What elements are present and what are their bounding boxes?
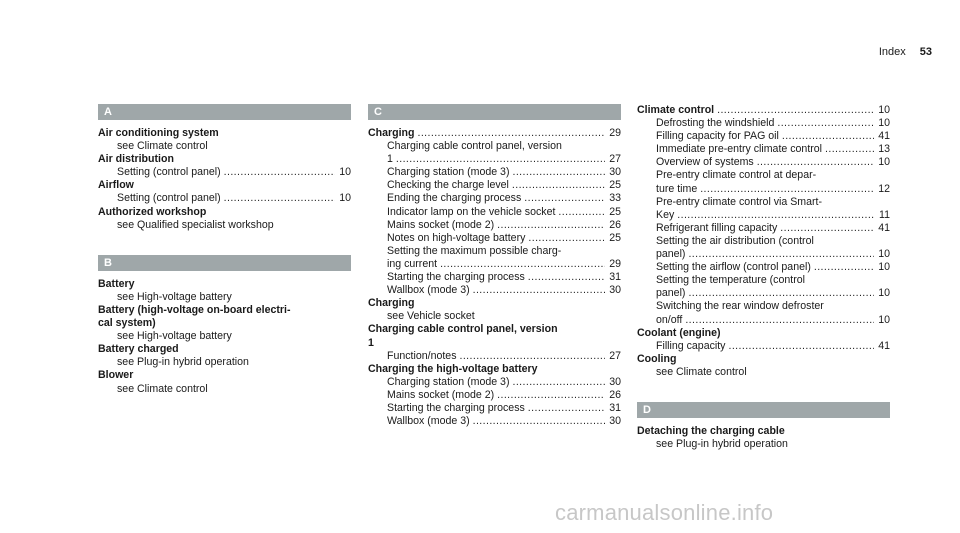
index-column-2 — [368, 104, 621, 428]
index-subentry: Filling capacity for PAG oil ..... 41 — [637, 130, 890, 143]
index-subentry: Setting the air distribution (control — [656, 234, 814, 247]
index-subentry: Pre-entry climate control at depar- — [656, 169, 817, 182]
letter-bar-b: B — [98, 255, 351, 271]
page-number: 53 — [919, 46, 932, 58]
index-entry: Charging the high-voltage battery — [368, 362, 538, 375]
index-subentry: Setting (control panel) ..... 10 — [98, 166, 351, 179]
index-entry: Cooling — [637, 352, 677, 365]
index-subentry: see Plug-in hybrid operation — [656, 438, 788, 451]
index-subentry: see Vehicle socket — [387, 310, 475, 323]
index-subentry: Immediate pre-entry climate control ..... 13 — [637, 143, 890, 156]
index-entry: Climate control ..... 10 — [637, 104, 890, 117]
index-subentry-cont: panel) ..... 10 — [637, 248, 890, 261]
index-subentry: Setting (control panel) ..... 10 — [98, 192, 351, 205]
index-subentry: see Qualified specialist workshop — [117, 218, 274, 231]
index-subentry: Setting the airflow (control panel) ..... 10 — [637, 261, 890, 274]
index-entry: Charging — [368, 297, 415, 310]
index-subentry: Starting the charging process ..... 31 — [368, 402, 621, 415]
index-entry: Coolant (engine) — [637, 326, 721, 339]
index-entry: Charging cable control panel, version — [368, 323, 558, 336]
index-subentry: Notes on high-voltage battery ..... 25 — [368, 232, 621, 245]
index-entry: Battery — [98, 277, 135, 290]
index-subentry: Ending the charging process ..... 33 — [368, 192, 621, 205]
index-subentry: Switching the rear window defroster — [656, 300, 824, 313]
index-subentry: Function/notes ..... 27 — [368, 350, 621, 363]
index-entry-cont: 1 — [368, 336, 374, 349]
index-subentry: see Plug-in hybrid operation — [117, 356, 249, 369]
index-subentry: Charging station (mode 3) ..... 30 — [368, 376, 621, 389]
index-subentry: Mains socket (mode 2) ..... 26 — [368, 389, 621, 402]
index-subentry: Refrigerant filling capacity ..... 41 — [637, 222, 890, 235]
index-column-3 — [637, 104, 890, 451]
index-subentry: see Climate control — [117, 382, 208, 395]
index-subentry-cont: ture time ..... 12 — [637, 183, 890, 196]
index-entry: Blower — [98, 369, 134, 382]
index-subentry-cont: on/off ..... 10 — [637, 314, 890, 327]
index-subentry: see High-voltage battery — [117, 330, 232, 343]
index-column-1 — [98, 104, 351, 396]
index-entry: Authorized workshop — [98, 205, 207, 218]
index-subentry: Setting the maximum possible charg- — [387, 244, 562, 257]
index-subentry: Indicator lamp on the vehicle socket ..... 25 — [368, 206, 621, 219]
index-subentry: Setting the temperature (control — [656, 274, 805, 287]
watermark: carmanualsonline.info — [555, 500, 774, 525]
index-entry-cont: cal system) — [98, 317, 156, 330]
index-subentry-cont: Key ..... 11 — [637, 209, 890, 222]
index-subentry: Charging cable control panel, version — [387, 140, 562, 153]
index-subentry: Mains socket (mode 2) ..... 26 — [368, 219, 621, 232]
index-subentry: Charging station (mode 3) ..... 30 — [368, 166, 621, 179]
index-subentry: Filling capacity ..... 41 — [637, 340, 890, 353]
page-header — [879, 46, 932, 59]
index-subentry-cont: 1 ..... 27 — [368, 153, 621, 166]
index-entry: Battery (high-voltage on-board electri- — [98, 303, 291, 316]
index-subentry: see Climate control — [656, 365, 747, 378]
index-subentry: Defrosting the windshield ..... 10 — [637, 117, 890, 130]
index-entry: Charging ..... 29 — [368, 127, 621, 140]
index-entry: Air distribution — [98, 153, 174, 166]
index-entry: Air conditioning system — [98, 127, 219, 139]
letter-bar-d: D — [637, 402, 890, 418]
index-subentry: Starting the charging process ..... 31 — [368, 271, 621, 284]
index-entry: Battery charged — [98, 343, 179, 356]
index-subentry: Overview of systems ..... 10 — [637, 156, 890, 169]
index-subentry: Wallbox (mode 3) ..... 30 — [368, 284, 621, 297]
index-subentry-cont: panel) ..... 10 — [637, 287, 890, 300]
index-entry: Airflow — [98, 179, 134, 192]
index-subentry-cont: ing current ..... 29 — [368, 258, 621, 271]
header-title: Index — [878, 46, 906, 58]
index-subentry: see High-voltage battery — [117, 290, 232, 303]
letter-bar-c: C — [368, 104, 621, 120]
index-subentry: see Climate control — [117, 140, 208, 153]
index-subentry: Wallbox (mode 3) ..... 30 — [368, 415, 621, 428]
index-entry: Detaching the charging cable — [637, 424, 785, 437]
letter-bar-a: A — [98, 104, 351, 120]
index-subentry: Pre-entry climate control via Smart- — [656, 195, 823, 208]
index-subentry: Checking the charge level ..... 25 — [368, 179, 621, 192]
